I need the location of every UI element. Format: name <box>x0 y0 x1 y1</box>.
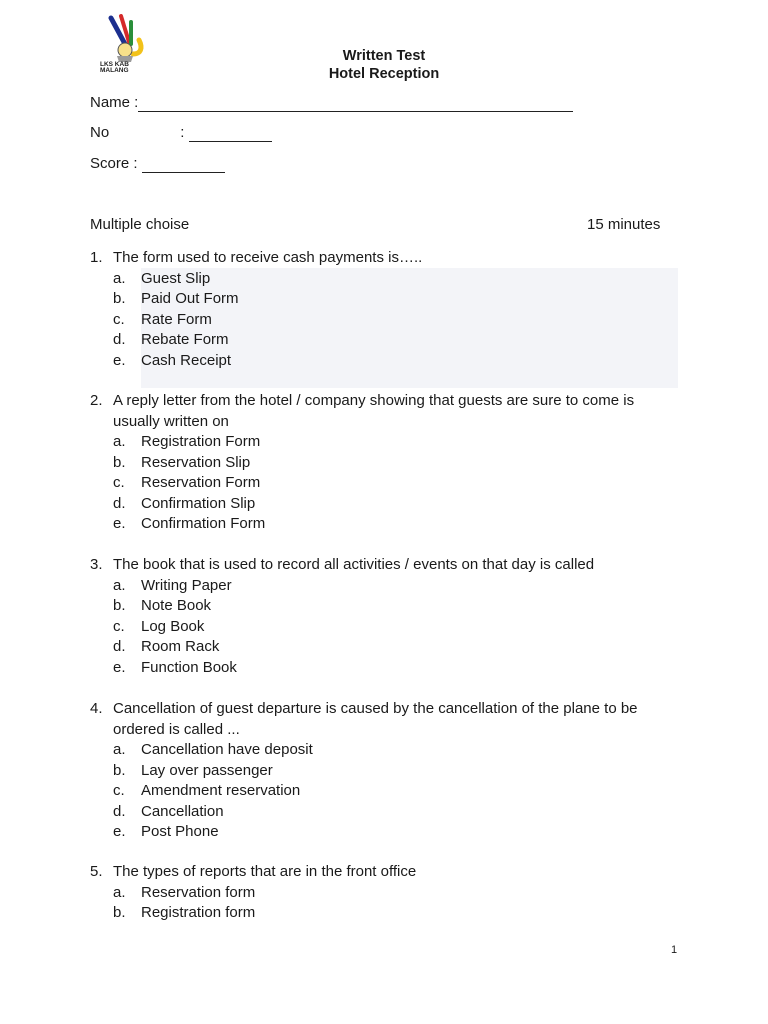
name-blank <box>138 94 573 112</box>
section-label: Multiple choise <box>90 216 190 233</box>
option-letter: e. <box>113 658 126 676</box>
option-letter: e. <box>113 351 126 369</box>
answer-option <box>90 494 670 515</box>
answer-option <box>90 617 670 638</box>
answer-option <box>90 740 670 761</box>
answer-option <box>90 453 670 474</box>
option-letter: b. <box>113 597 126 614</box>
option-letter: a. <box>113 576 126 594</box>
question-stem <box>90 248 670 269</box>
question-number: 5. <box>90 863 103 880</box>
answer-option <box>90 658 670 679</box>
option-text: Guest Slip <box>141 269 211 287</box>
no-colon: : <box>180 124 185 141</box>
answer-option <box>90 269 670 290</box>
option-letter: c. <box>113 782 125 799</box>
question-text: The types of reports that are in the front office <box>113 863 417 880</box>
option-letter: d. <box>113 802 126 820</box>
answer-option <box>90 822 670 843</box>
question-1 <box>90 248 670 371</box>
option-text: Paid Out Form <box>141 290 239 307</box>
question-3 <box>90 555 670 678</box>
name-field <box>90 94 573 112</box>
question-number: 3. <box>90 556 103 573</box>
option-letter: e. <box>113 823 126 840</box>
option-text: Confirmation Slip <box>141 494 256 512</box>
option-text: Rebate Form <box>141 331 229 348</box>
option-letter: a. <box>113 741 126 758</box>
option-letter: c. <box>113 474 125 491</box>
question-text: The book that is used to record all activities / events on that day is called <box>113 556 595 573</box>
option-text: Cancellation have deposit <box>141 741 313 758</box>
option-letter: b. <box>113 761 126 779</box>
answer-option <box>90 596 670 617</box>
document-title: Written Test <box>342 48 426 64</box>
question-stem <box>90 555 670 576</box>
score-field <box>90 155 225 173</box>
option-letter: b. <box>113 290 126 307</box>
no-label: No <box>90 124 110 141</box>
option-text: Registration Form <box>141 433 261 450</box>
option-letter: d. <box>113 494 126 512</box>
option-letter: b. <box>113 453 126 471</box>
option-text: Reservation form <box>141 883 256 901</box>
question-text: Cancellation of guest departure is caused by the cancellation of the plane to be ordered is called ... <box>113 700 638 738</box>
option-letter: c. <box>113 617 125 635</box>
answer-option <box>90 761 670 782</box>
option-text: Reservation Form <box>141 474 261 491</box>
question-stem <box>90 862 670 883</box>
question-number: 1. <box>90 249 103 266</box>
answer-option <box>90 637 670 658</box>
option-letter: d. <box>113 638 126 655</box>
logo-text-top: LKS KAB <box>100 61 129 68</box>
time-limit: 15 minutes <box>587 216 661 233</box>
answer-option <box>90 330 670 351</box>
option-text: Cash Receipt <box>141 351 232 369</box>
answer-option <box>90 576 670 597</box>
question-stem <box>90 699 670 740</box>
option-text: Confirmation Form <box>141 515 266 532</box>
option-letter: a. <box>113 269 126 287</box>
option-letter: b. <box>113 904 126 921</box>
answer-option <box>90 883 670 904</box>
option-text: Amendment reservation <box>141 782 301 799</box>
option-text: Note Book <box>141 597 212 614</box>
option-letter: e. <box>113 515 126 532</box>
answer-option <box>90 514 670 535</box>
page-number: 1 <box>671 944 678 956</box>
score-blank <box>142 155 225 173</box>
question-stem <box>90 391 670 432</box>
option-letter: c. <box>113 310 125 328</box>
logo-text-bottom: MALANG <box>100 67 129 74</box>
answer-option <box>90 432 670 453</box>
option-text: Log Book <box>141 617 205 635</box>
option-text: Room Rack <box>141 638 220 655</box>
option-letter: d. <box>113 331 126 348</box>
no-blank <box>189 124 272 142</box>
option-letter: a. <box>113 883 126 901</box>
option-text: Registration form <box>141 904 256 921</box>
question-4 <box>90 699 670 843</box>
question-5 <box>90 862 670 924</box>
option-text: Writing Paper <box>141 576 232 594</box>
option-text: Lay over passenger <box>141 761 273 779</box>
answer-option <box>90 802 670 823</box>
question-number: 2. <box>90 392 103 409</box>
question-2 <box>90 391 670 535</box>
score-label: Score : <box>90 155 138 172</box>
option-text: Reservation Slip <box>141 453 251 471</box>
answer-option <box>90 310 670 331</box>
answer-option <box>90 781 670 802</box>
document-subtitle: Hotel Reception <box>328 66 440 82</box>
option-letter: a. <box>113 433 126 450</box>
event-logo <box>97 14 147 74</box>
option-text: Rate Form <box>141 310 212 328</box>
answer-option <box>90 289 670 310</box>
option-text: Post Phone <box>141 823 219 840</box>
question-number: 4. <box>90 700 103 717</box>
answer-option <box>90 903 670 924</box>
option-text: Cancellation <box>141 802 224 820</box>
question-text: The form used to receive cash payments is….. <box>113 249 423 266</box>
question-text: A reply letter from the hotel / company showing that guests are sure to come is usually written on <box>113 392 635 430</box>
answer-option <box>90 473 670 494</box>
no-field <box>90 124 272 142</box>
option-text: Function Book <box>141 658 237 676</box>
name-label: Name : <box>90 94 139 111</box>
answer-option <box>90 351 670 372</box>
